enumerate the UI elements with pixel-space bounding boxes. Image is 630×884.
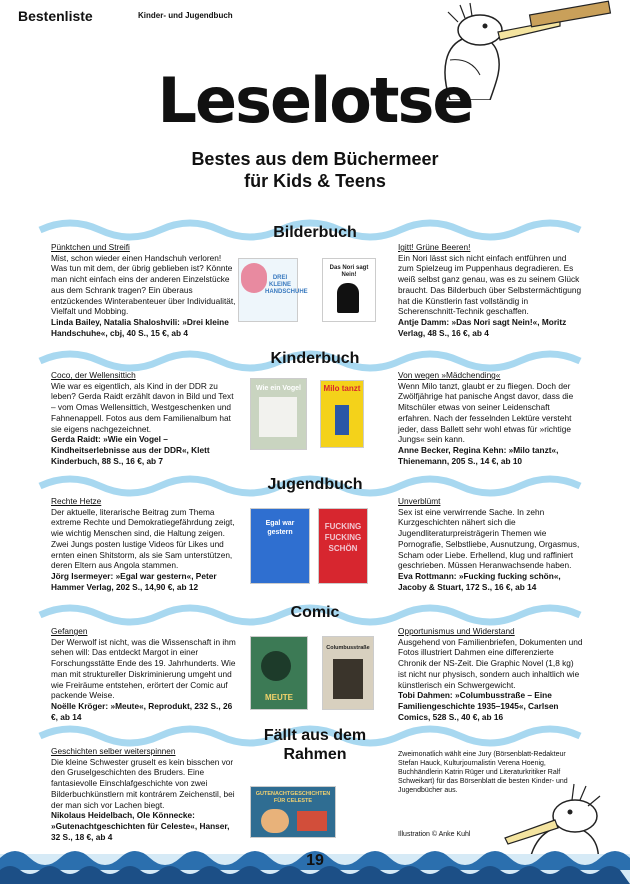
review-heading: Gefangen — [51, 626, 88, 636]
review-body: Wie war es eigentlich, als Kind in der DDR zu leben? Gerda Raidt erzählt davon in Bild und Text – vom Omas Wellensittich, Westgeschenken und Fahnenappell. Fotos aus dem Familienalbum hat sie eigens nachgezeichnet. — [51, 380, 234, 434]
subtitle-line-2: für Kids & Teens — [244, 171, 386, 191]
page-title: Leselotse — [157, 64, 473, 137]
header-category: Kinder- und Jugendbuch — [138, 11, 233, 20]
review-body: Ein Nori lässt sich nicht einfach entführen und zum Spielzeug im Puppenhaus degradieren. Es weiß selbst ganz genau, was es zu seinem Glück braucht. Das Bilderbuch über Selbstermächtigung hat die Künstlerin fast vollständig in Scherenschnitt-Technik geschaffen. — [398, 252, 582, 317]
page-number: 19 — [306, 852, 324, 869]
review-left-jugendbuch — [51, 496, 236, 592]
cover-title: Egal war gestern — [265, 520, 295, 536]
review-body: Der aktuelle, literarische Beitrag zum Thema extreme Rechte und Demokratiegefährdung zeigt, wie wichtig Menschen sind, die Haltung zeigen. Zwei Jungs posten lustige Videos für Likes und ernten einen Shitstorm, als sie Sam unterstützen, deren Eltern aus Angola stammen. — [51, 506, 235, 571]
review-credit: Gerda Raidt: »Wie ein Vogel – Kindheitserlebnisse aus der DDR«, Klett Kinderbuch, 88 S., 16 €, ab 7 — [51, 434, 210, 466]
cover-title: FUCKING FUCKING SCHÖN — [324, 522, 362, 553]
section-title-bilderbuch: Bilderbuch — [273, 224, 357, 241]
cover-title: MEUTE — [265, 693, 293, 702]
review-credit: Anne Becker, Regina Kehn: »Milo tanzt«, Thienemann, 205 S., 14 €, ab 10 — [398, 444, 559, 466]
book-cover-drei-kleine-handschuhe — [238, 258, 308, 322]
review-heading: Coco, der Wellensittich — [51, 370, 136, 380]
subtitle-line-1: Bestes aus dem Büchermeer — [191, 149, 439, 169]
review-body: Sex ist eine verwirrende Sache. In zehn Kurzgeschichten nähert sich die Jugendliteraturpreisträgerin Themen wie Pornografie, Selbstliebe, Ausnutzung, Orgasmus, Scham oder Liebe. Erhellend, klug und raffiniert geschrieben. Müssen Heranwachsende haben. — [398, 506, 580, 571]
review-heading: Igitt! Grüne Beeren! — [398, 242, 471, 252]
section-title-kinderbuch: Kinderbuch — [270, 350, 360, 367]
cover-title: Das Nori sagt Nein! — [329, 265, 369, 278]
book-cover-columbusstrasse — [322, 636, 374, 710]
review-left-comic — [51, 626, 236, 722]
book-cover-egal-war-gestern — [250, 508, 310, 584]
book-cover-gutenachtgeschichten — [250, 786, 336, 838]
page-subtitle — [0, 148, 630, 192]
cover-title: Milo tanzt — [323, 384, 361, 393]
review-right-jugendbuch — [398, 496, 583, 592]
review-left-kinderbuch — [51, 370, 236, 466]
review-credit: Antje Damm: »Das Nori sagt Nein!«, Moritz Verlag, 48 S., 16 €, ab 4 — [398, 316, 567, 338]
header-label: Bestenliste — [18, 8, 93, 24]
review-heading: Pünktchen und Streifi — [51, 242, 130, 252]
section-title-line-2: Rahmen — [283, 746, 347, 763]
review-heading: Von wegen »Mädchending« — [398, 370, 501, 380]
review-right-bilderbuch — [398, 242, 583, 338]
review-heading: Opportunismus und Widerstand — [398, 626, 515, 636]
review-left-bilderbuch — [51, 242, 236, 338]
review-heading: Unverblümt — [398, 496, 441, 506]
review-body: Die kleine Schwester gruselt es kein bisschen vor den Gruselgeschichten des Bruders. Eine fantasievolle Einschlafgeschichte von zwei Bilderbuchkünstlern mit kontrárem Zeichenstil, bei der man sich vor Lachen biegt. — [51, 756, 235, 810]
section-title-jugendbuch: Jugendbuch — [267, 476, 363, 493]
illustration-credit: Illustration © Anke Kuhl — [398, 831, 471, 838]
cover-title: DREI KLEINE HANDSCHUHE — [265, 275, 308, 295]
review-left-rahmen — [51, 746, 236, 842]
book-cover-das-nori-sagt-nein — [322, 258, 376, 322]
review-body: Mist, schon wieder einen Handschuh verloren! Was tun mit dem, der übrig geblieben ist? Könnte man nicht einfach eins der anderen Einzelstücke aus dem Schrank tragen? Ein überaus entzückendes Winterabenteuer über Individualität, Vielfalt und Mobbing. — [51, 252, 236, 317]
review-right-kinderbuch — [398, 370, 583, 466]
cover-title: Wie ein Vogel — [256, 385, 301, 392]
cover-title: GUTENACHTGESCHICHTEN FÜR CELESTE — [255, 791, 331, 804]
book-cover-fucking-fucking-schoen — [318, 508, 368, 584]
section-title-line-1: Fällt aus dem — [263, 727, 367, 744]
review-body: Wenn Milo tanzt, glaubt er zu fliegen. Doch der Zwölfjährige hat panische Angst davor, dass die Mitschüler etwas von seiner Leidenschaft erfahren. Nach der fesselnden Lektüre versteht jeder, dass Ballett sehr wohl etwas für »richtige Jungs« sein kann. — [398, 380, 574, 445]
review-credit: Nikolaus Heidelbach, Ole Könnecke: »Gutenachtgeschichten für Celeste«, Hanser, 32 S., 18 €, ab 4 — [51, 810, 230, 842]
review-body: Ausgehend von Familienbriefen, Dokumenten und Fotos illustriert Dahmen eine differenzierte Chronik der NS-Zeit. Die Graphic Novel (1,8 kg) ist nicht nur physisch, sondern auch inhaltlich wie künstlerisch ein Schwergewicht. — [398, 636, 583, 690]
review-credit: Noëlle Kröger: »Meute«, Reprodukt, 232 S., 26 €, ab 14 — [51, 700, 233, 722]
book-cover-wie-ein-vogel — [250, 378, 307, 450]
review-heading: Geschichten selber weiterspinnen — [51, 746, 176, 756]
review-body: Der Werwolf ist nicht, was die Wissenschaft in ihm sehen will: Das entdeckt Margot in einer Forschungsstätte Ende des 19. Jahrhunderts. Wie man mit struktureller Diskriminierung umgeht und wie Freiräume entstehen, erörtert der Comic auf packende Weise. — [51, 636, 236, 701]
review-credit: Linda Bailey, Natalia Shaloshvili: »Drei kleine Handschuhe«, cbj, 40 S., 15 €, ab 4 — [51, 316, 229, 338]
review-credit: Jörg Isermeyer: »Egal war gestern«, Peter Hammer Verlag, 202 S., 14,90 €, ab 12 — [51, 570, 217, 592]
review-right-comic — [398, 626, 583, 722]
section-title-comic: Comic — [290, 604, 340, 621]
review-credit: Eva Rottmann: »Fucking fucking schön«, Jacoby & Stuart, 172 S., 16 €, ab 14 — [398, 570, 561, 592]
jury-note: Zweimonatlich wählt eine Jury (Börsenblatt-Redakteur Stefan Hauck, Kulturjournalistin Verena Hoenig, Buchhändlerin Katrin Rüger und Literaturkritiker Ralf Schweikart) für das Börsenblatt die besten Kinder- und Jugendbücher aus. — [398, 751, 568, 794]
book-cover-milo-tanzt — [320, 380, 364, 448]
cover-title: Columbusstraße — [326, 645, 370, 651]
review-heading: Rechte Hetze — [51, 496, 102, 506]
book-cover-meute — [250, 636, 308, 710]
review-credit: Tobi Dahmen: »Columbusstraße – Eine Familiengeschichte 1935–1945«, Carlsen Comics, 528 S., 40 €, ab 16 — [398, 690, 559, 722]
